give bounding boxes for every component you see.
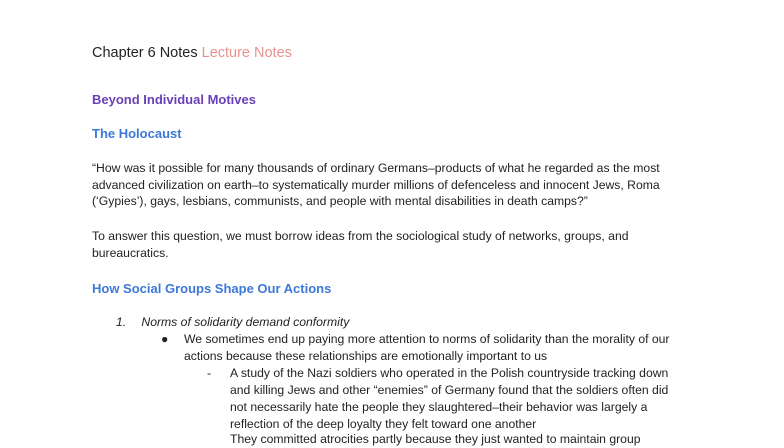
list-number: 1.: [116, 315, 127, 329]
heading-the-holocaust: The Holocaust: [92, 126, 182, 141]
numbered-list-item: [116, 315, 349, 329]
dash-text: A study of the Nazi soldiers who operated in the Polish countryside tracking down and killing Jews and other “enemies” of Germany found that the soldiers often did not necessarily hate the people they slaughtered–their behavior was largely a reflection of the deep loyalty they felt toward one another: [230, 366, 669, 431]
bullet-text: We sometimes end up paying more attention to norms of solidarity than the morality of our actions because these relationships are emotionally important to us: [184, 332, 670, 363]
title-text: Chapter 6 Notes: [92, 45, 198, 61]
heading-how-social-groups: How Social Groups Shape Our Actions: [92, 281, 332, 296]
dash-continuation-text: They committed atrocities partly because they just wanted to maintain group: [230, 432, 641, 446]
list-item-text: Norms of solidarity demand conformity: [141, 315, 350, 329]
subtitle-text: Lecture Notes: [201, 45, 292, 61]
answer-paragraph: To answer this question, we must borrow ideas from the sociological study of networks, groups, and bureaucratics.: [92, 229, 629, 260]
dash-marker: -: [207, 366, 212, 380]
document-title: [92, 45, 292, 61]
heading-beyond-individual-motives: Beyond Individual Motives: [92, 92, 256, 107]
quote-paragraph: “How was it possible for many thousands of ordinary Germans–products of what he regarded as the most advanced civilization on earth–to systematically murder millions of defenceless and innocent Jews, Roma (‘Gypies’), gays, lesbians, communists, and people with mental disabilities in death camps?”: [92, 161, 660, 208]
bullet-marker: ●: [161, 332, 169, 346]
